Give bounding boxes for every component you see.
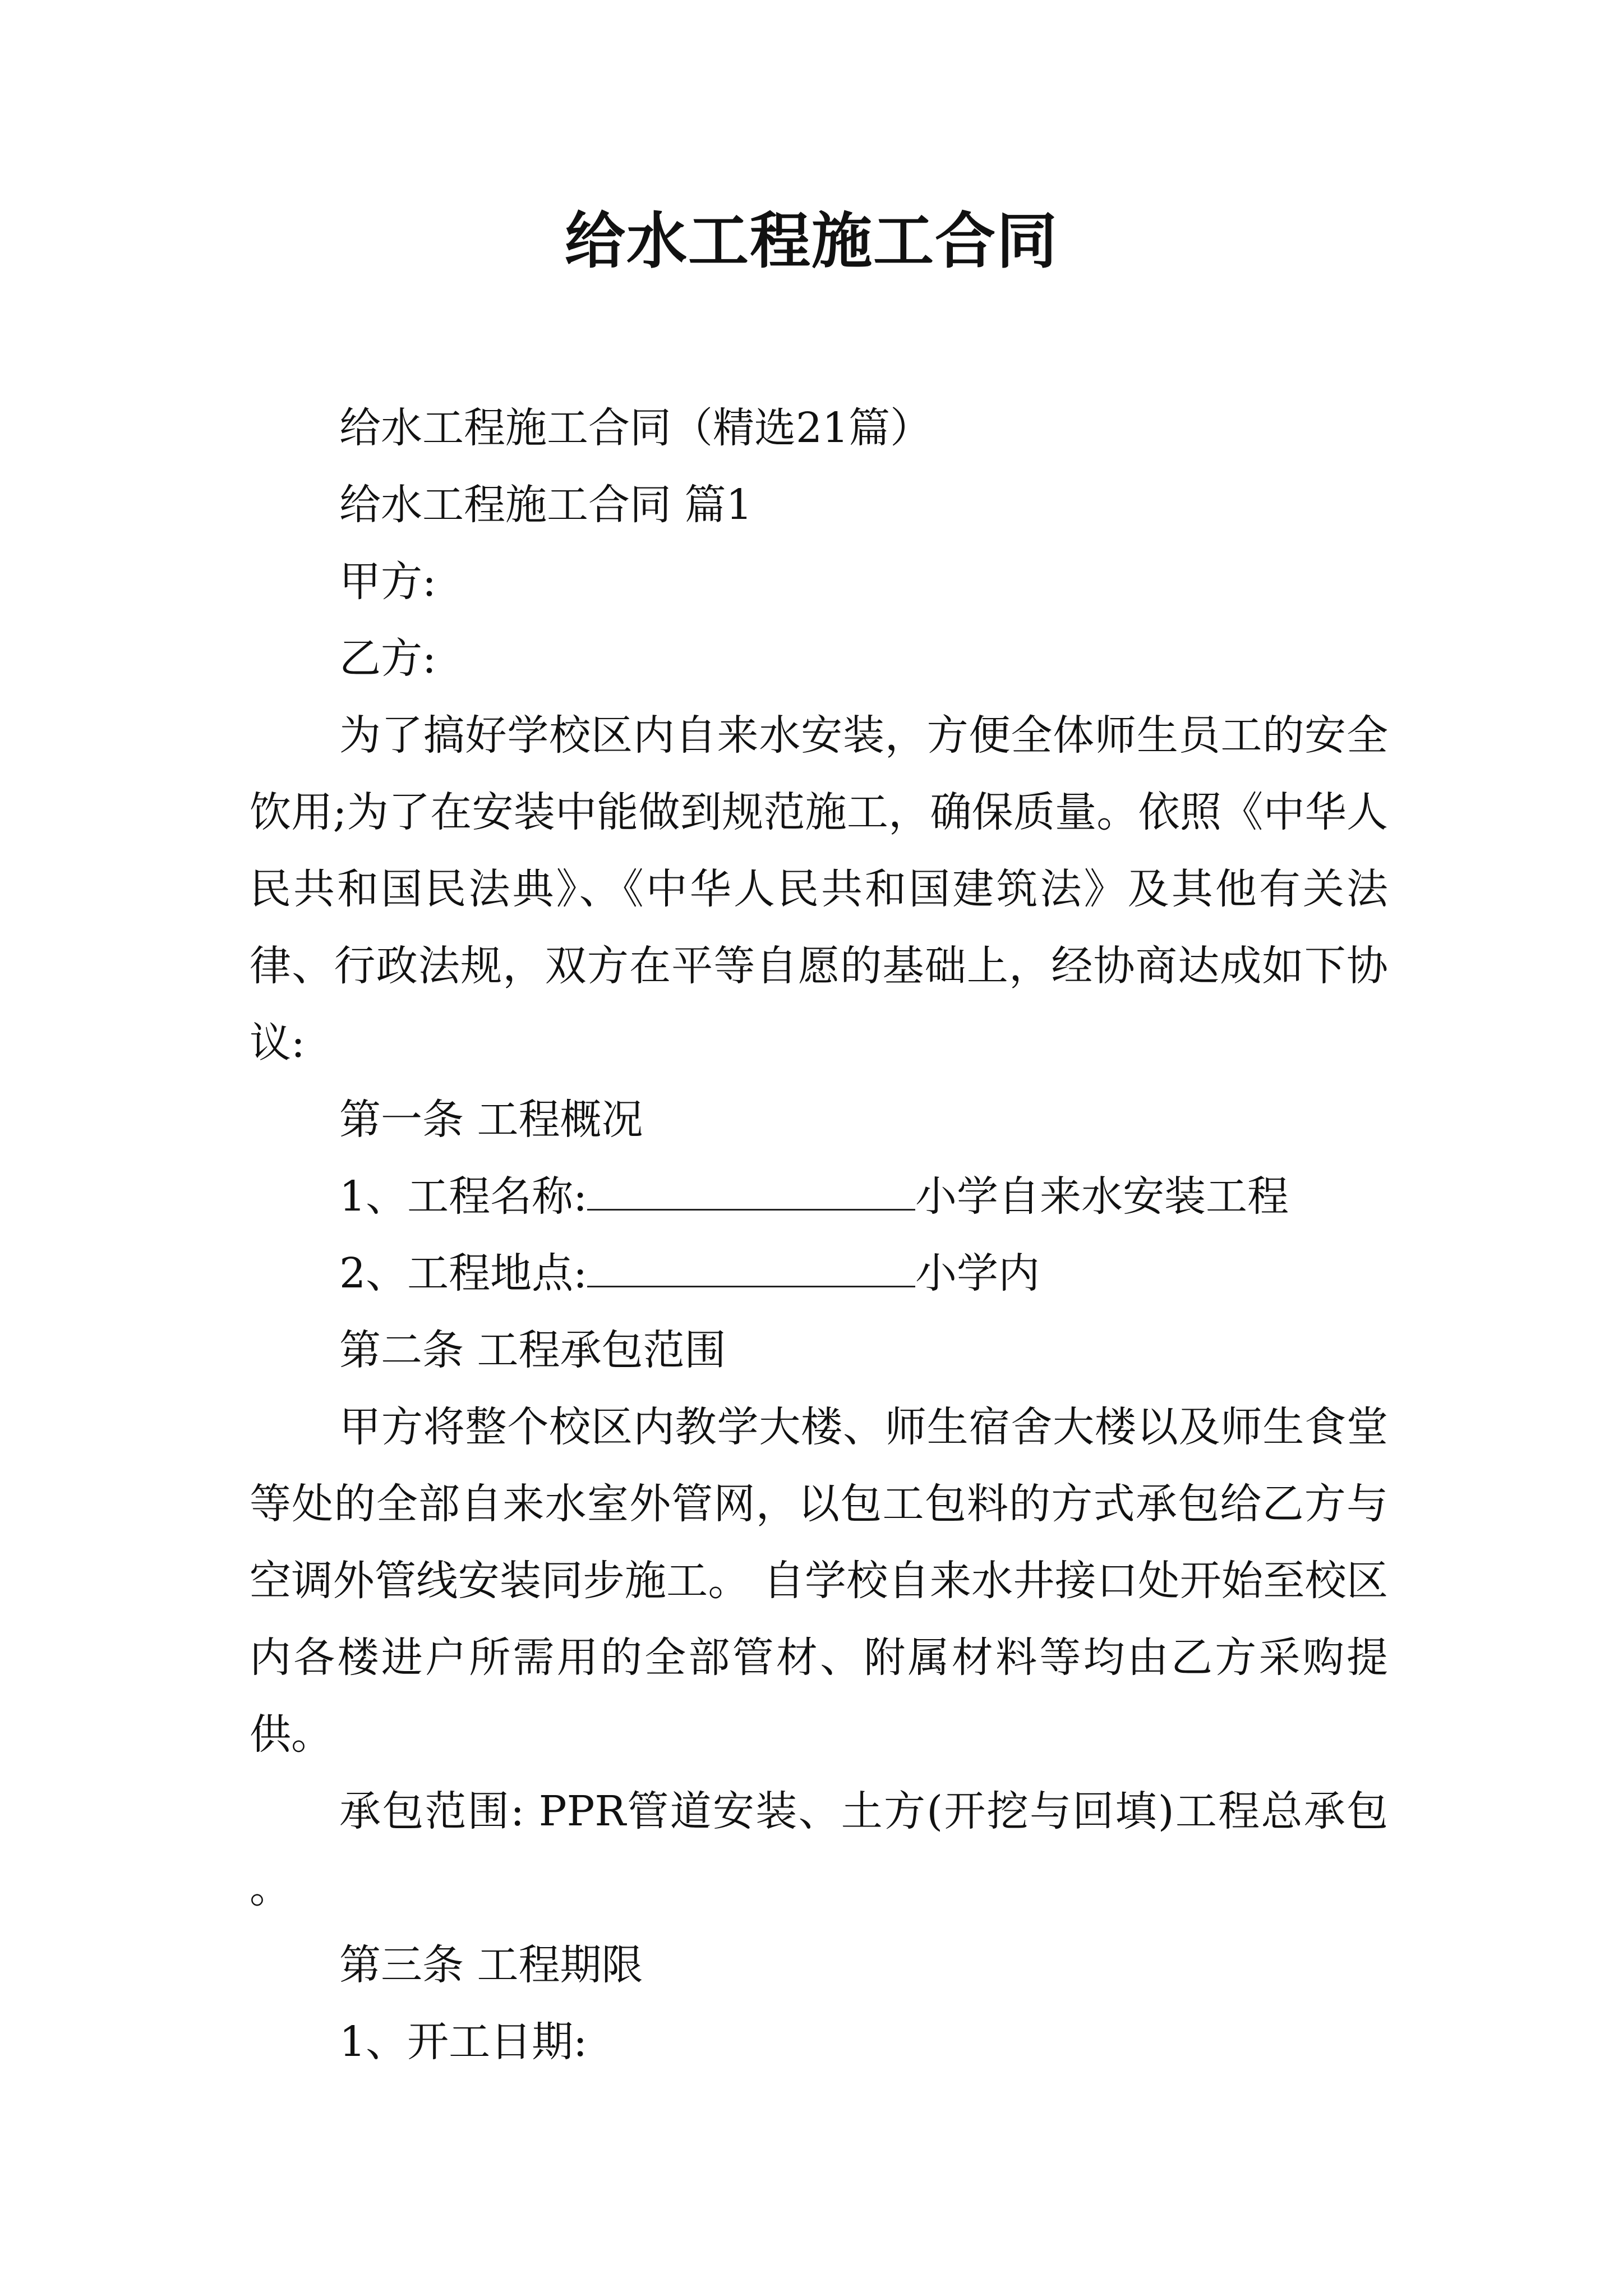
- scope-paragraph: 承包范围: PPR管道安装、土方(开挖与回填)工程总承包 。: [250, 1787, 1388, 1912]
- article-3-title: 第三条 工程期限: [339, 1941, 643, 1989]
- party-b-label: 乙方:: [339, 634, 436, 683]
- intro-paragraph: 为了搞好学校区内自来水安装，方便全体师生员工的安全饮用;为了在安装中能做到规范施工，确保质量。依照《中华人民共和国民法典》、《中华人民共和国建筑法》及其他有关法律、行政法规，双方在平等自愿的基础上，经协商达成如下协议:: [250, 711, 1388, 1067]
- project-location-line: [250, 1235, 1388, 1312]
- document-subtitle: 给水工程施工合同（精选21篇）: [339, 404, 932, 452]
- project-name-value: 小学自来水安装工程: [915, 1172, 1289, 1221]
- project-name-label: 1、工程名称:: [339, 1172, 588, 1221]
- party-a-label: 甲方:: [339, 558, 436, 606]
- project-location-value: 小学内: [915, 1249, 1040, 1297]
- project-name-blank: [587, 1170, 915, 1211]
- document-title: 给水工程施工合同: [564, 206, 1058, 277]
- project-name-line: [250, 1158, 1388, 1235]
- section-heading: 给水工程施工合同 篇1: [339, 481, 753, 529]
- article-2-title: 第二条 工程承包范围: [339, 1326, 726, 1374]
- project-location-blank: [587, 1246, 915, 1287]
- article-2-body: 甲方将整个校区内教学大楼、师生宿舍大楼以及师生食堂等处的全部自来水室外管网，以包工包料的方式承包给乙方与空调外管线安装同步施工。 自学校自来水井接口处开始至校区内各楼进户所需用的全部管材、附属材料等均由乙方采购提供。: [250, 1403, 1388, 1759]
- article-1-title: 第一条 工程概况: [339, 1096, 643, 1144]
- start-date-label: 1、开工日期:: [339, 2018, 588, 2066]
- project-location-label: 2、工程地点:: [339, 1249, 588, 1297]
